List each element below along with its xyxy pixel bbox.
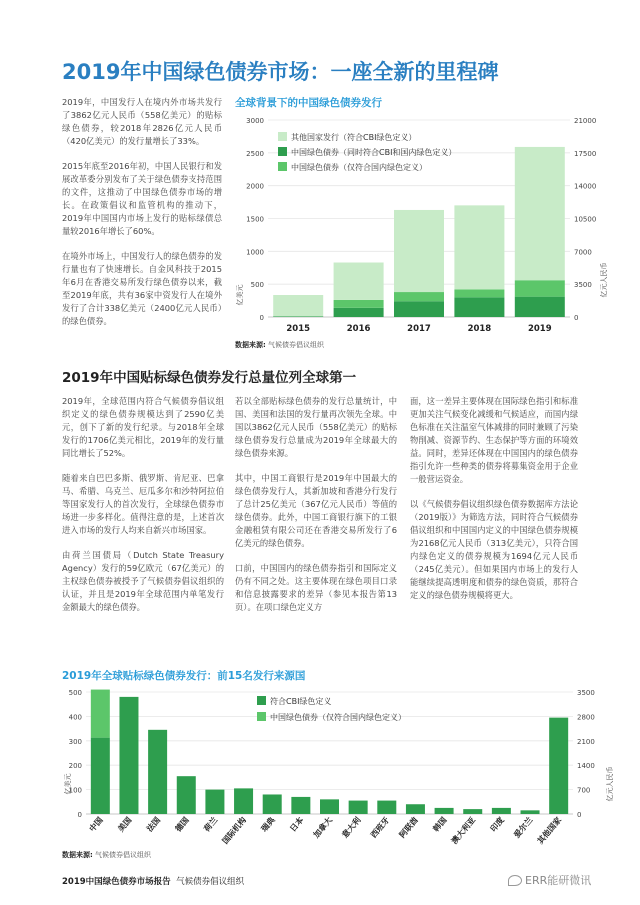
bar [394,292,444,301]
body-paragraph: 2019年，全球范围内符合气候债券倡议组织定义的绿色债券规模达到了2590亿美元，创下了新的发行纪录。与2018年全球发行的1706亿美元相比，2019年的发行量同比增长了52%。 [62,396,224,458]
y-tick-label: 400 [68,713,82,722]
bar [291,797,310,814]
bar [454,289,504,297]
y-tick-label: 300 [68,737,82,746]
y-tick-label: 200 [68,762,82,771]
y-right-axis-label: 亿元人民币 [606,766,614,802]
chart2-source: 数据来源: 气候债券倡议组织 [62,851,152,859]
x-tick-label: 加拿大 [311,815,335,840]
bar [119,697,138,814]
page-footer: 2019中国绿色债券市场报告 气候债券倡议组织 [62,877,245,887]
bar [334,300,384,308]
section2-title: 2019年中国贴标绿色债券发行总量位列全球第一 [62,370,357,386]
bar [177,776,196,814]
x-tick-label: 瑞典 [259,815,277,834]
bar [435,808,454,814]
x-tick-label: 西班牙 [369,815,392,840]
bar [148,730,167,814]
watermark: ERR能研微讯 [508,872,591,888]
bar [406,804,425,814]
x-tick-label: 德国 [173,815,191,834]
bar [334,308,384,317]
chart1 [232,110,612,345]
legend-label: 其他国家发行（符合CBI绿色定义） [291,133,417,142]
x-tick-label: 2019 [527,324,552,334]
section2-column3 [410,395,578,614]
body-paragraph: 其中，中国工商银行是2019年中国最大的绿色债券发行人，其新加坡和香港分行发行了总计25亿美元（367亿元人民币）等值的绿色债券。此外，中国工商银行旗下的工银金融租赁有限公司还在香港交易所发行了6亿美元的绿色债券。 [235,473,397,548]
legend-swatch [257,696,266,705]
x-tick-label: 美国 [116,815,134,834]
legend-label: 中国绿色债券（同时符合CBI和国内绿色定义） [291,148,457,157]
y-right-tick-label: 10500 [574,215,597,224]
x-tick-label: 澳大利亚 [449,815,478,846]
y-tick-label: 2500 [246,149,264,158]
y-right-tick-label: 1400 [577,762,595,771]
x-tick-label: 中国 [87,815,105,834]
wechat-icon [508,875,522,886]
x-tick-label: 韩国 [431,815,449,834]
section2-column1 [62,395,224,626]
bar [91,738,110,814]
y-right-tick-label: 3500 [574,281,592,290]
bar [515,147,565,280]
bar [349,801,368,814]
y-tick-label: 0 [77,811,82,819]
section2-column2 [235,395,397,626]
bar [521,810,540,814]
bar [515,297,565,317]
intro-paragraph: 2019年，中国发行人在境内外市场共发行了3862亿元人民币（558亿美元）的贴标绿色债券，较2018年2826亿元人民币（420亿美元）的发行量增长了33%。 [62,97,222,146]
body-paragraph: 以《气候债券倡议组织绿色债券数据库方法论（2019版）》为筛选方法，同时符合气候债券倡议组织和中国国内定义的中国绿色债券规模为2168亿元人民币（313亿美元），只符合国内绿色定义的债券规模为1694亿元人民币（245亿美元）。但如果国内市场上的发行人能继续提高透明度和债券的绿色资质，那符合定义的绿色债券规模将更大。 [410,499,578,600]
body-paragraph: 若以全部贴标绿色债券的发行总量统计，中国、美国和法国的发行量再次领先全球。中国以3862亿元人民币（558亿美元）的贴标绿色债券发行总量成为2019年全球最大的绿色债券来源。 [235,396,397,458]
y-axis-label: 亿美元 [236,284,244,306]
bar [205,790,224,814]
legend-label: 中国绿色债券（仅符合国内绿色定义） [270,713,406,722]
intro-paragraph: 在境外市场上，中国发行人的绿色债券的发行量也有了快速增长。自金风科技于2015年6月在香港交易所发行绿色债券以来，截至2019年底，共有36家中资发行人在境外发行了合计338亿美元（2400亿元人民币）的绿色债券。 [62,251,222,326]
chart1-title: 全球背景下的中国绿色债券发行 [235,97,382,109]
y-tick-label: 2000 [246,182,264,191]
body-paragraph: 由荷兰国债局（Dutch State Treasury Agency）发行的59亿欧元（67亿美元）的主权绿色债券被授予了气候债券倡议组织的认证，并且是2019年全球范围内单笔发行金额最大的绿色债券。 [62,550,224,612]
legend-swatch [278,132,287,141]
x-tick-label: 爱尔兰 [512,815,535,840]
y-right-tick-label: 21000 [574,117,597,125]
x-tick-label: 印度 [488,815,506,834]
y-right-axis-label: 亿元人民币 [600,262,608,298]
bar [273,316,323,317]
bar [320,799,339,814]
y-right-tick-label: 2100 [577,737,595,746]
y-tick-label: 3000 [246,117,264,125]
y-tick-label: 1000 [246,248,264,257]
bar [263,794,282,814]
bar [273,295,323,316]
intro-paragraph: 2015年底至2016年初，中国人民银行和发展改革委分别发布了关于绿色债券支持范围的文件，这推动了中国绿色债券市场的增长。在政策倡议和监管机构的推动下，2019年中国国内市场上发行的贴标绿债总量较2016年增长了60%。 [62,161,222,236]
y-tick-label: 100 [68,786,82,795]
chart2-title: 2019年全球贴标绿色债券发行：前15名发行来源国 [62,670,306,682]
bar [394,210,444,292]
intro-column [62,96,222,340]
bar [454,297,504,317]
chart2 [62,684,617,854]
legend-label: 符合CBI绿色定义 [270,697,332,706]
x-tick-label: 法国 [144,815,163,834]
chart1-source: 数据来源: 气候债券倡议组织 [235,341,325,349]
page-title: 2019年中国绿色债券市场：一座全新的里程碑 [62,60,499,84]
y-right-tick-label: 0 [577,811,582,819]
legend-swatch [278,162,287,171]
bar [492,808,511,814]
y-tick-label: 500 [68,689,82,697]
y-right-tick-label: 14000 [574,182,597,191]
x-tick-label: 荷兰 [202,815,220,834]
body-paragraph: 随着来自巴巴多斯、俄罗斯、肯尼亚、巴拿马、希腊、乌克兰、厄瓜多尔和沙特阿拉伯等国家发行人的首次发行，全球绿色债券市场进一步多样化。值得注意的是，上述首次进入市场的发行人均来自新兴市场国家。 [62,473,224,535]
x-tick-label: 国际机构 [220,815,249,846]
bar [515,280,565,296]
bar [91,690,110,738]
y-right-tick-label: 2800 [577,713,595,722]
y-axis-label: 亿美元 [64,773,72,795]
y-right-tick-label: 17500 [574,149,597,158]
y-right-tick-label: 0 [574,314,579,322]
body-paragraph: 口前，中国国内的绿色债券指引和国际定义仍有不同之处。这主要体现在绿色项目口录和信息披露要求的差异（参见本报告第13页）。在项口绿色定义方 [235,563,397,612]
y-right-tick-label: 7000 [574,248,592,257]
x-tick-label: 2016 [346,324,371,334]
bar [549,718,568,814]
bar [234,788,253,814]
x-tick-label: 阿联酋 [397,815,420,840]
y-right-tick-label: 700 [577,786,591,795]
legend-swatch [278,147,287,156]
bar [334,262,384,299]
x-tick-label: 2018 [467,324,492,334]
y-right-tick-label: 3500 [577,689,595,697]
x-tick-label: 2017 [407,324,431,334]
x-tick-label: 2015 [286,324,311,334]
legend-label: 中国绿色债券（仅符合国内绿色定义） [291,163,427,172]
y-tick-label: 500 [250,281,264,290]
x-tick-label: 日本 [288,815,306,834]
x-tick-label: 意大利 [340,815,363,840]
bar [377,801,396,814]
body-paragraph: 面，这一差异主要体现在国际绿色指引和标准更加关注气候变化减缓和气候适应，而国内绿色标准在关注温室气体减排的同时兼顾了污染物削减、资源节约、生态保护等方面的环境效益。同时，差异还体现在中国国内的绿色债券指引允许一些种类的债券将募集资金用于企业一般营运资金。 [410,396,578,484]
y-tick-label: 1500 [246,215,264,224]
bar [394,301,444,317]
x-tick-label: 其他国家 [535,815,564,846]
bar [454,205,504,289]
bar [463,809,482,814]
y-tick-label: 0 [259,314,264,322]
legend-swatch [257,712,266,721]
